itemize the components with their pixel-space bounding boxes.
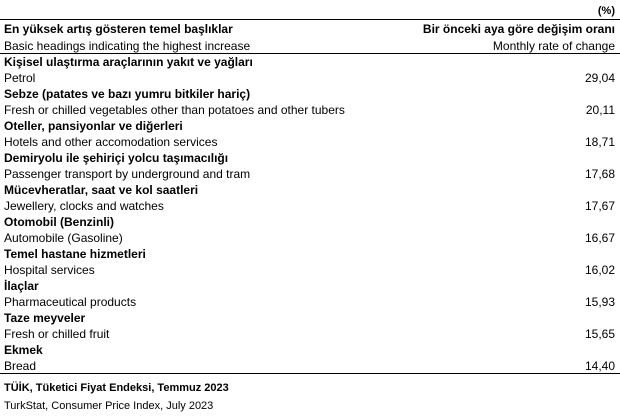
row-heading-en: Hospital services bbox=[4, 263, 95, 277]
row-heading-tr: Oteller, pansiyonlar ve diğerleri bbox=[4, 119, 183, 133]
row-heading-tr: Kişisel ulaştırma araçlarının yakıt ve yağları bbox=[4, 55, 253, 69]
row-heading-en: Bread bbox=[4, 359, 37, 373]
row-value: 20,11 bbox=[585, 103, 615, 117]
row-heading-tr: Mücevheratlar, saat ve kol saatleri bbox=[4, 183, 199, 197]
header-right-en: Monthly rate of change bbox=[492, 39, 615, 53]
table-row bbox=[0, 311, 620, 343]
row-heading-en: Passenger transport by underground and tram bbox=[4, 167, 251, 181]
row-heading-en: Fresh or chilled vegetables other than potatoes and other tubers bbox=[4, 103, 345, 117]
row-value: 15,93 bbox=[584, 295, 615, 309]
top-rule bbox=[0, 19, 620, 20]
unit-label: (%) bbox=[597, 5, 615, 17]
row-value: 16,67 bbox=[584, 231, 615, 245]
row-value: 15,65 bbox=[584, 327, 615, 341]
row-value: 16,02 bbox=[584, 263, 615, 277]
row-heading-tr: Ekmek bbox=[4, 343, 43, 357]
table-row bbox=[0, 55, 620, 87]
row-heading-tr: Demiryolu ile şehiriçi yolcu taşımacılığı bbox=[4, 151, 229, 165]
table-row bbox=[0, 87, 620, 119]
table-row bbox=[0, 151, 620, 183]
header-rule bbox=[0, 53, 620, 54]
header-right-tr: Bir önceki aya göre değişim oranı bbox=[422, 22, 615, 36]
source-turkish: TÜİK, Tüketici Fiyat Endeksi, Temmuz 2023 bbox=[4, 382, 229, 394]
row-value: 18,71 bbox=[584, 135, 615, 149]
row-value: 29,04 bbox=[584, 71, 615, 85]
table-row bbox=[0, 247, 620, 279]
row-heading-en: Petrol bbox=[4, 71, 36, 85]
row-heading-tr: Otomobil (Benzinli) bbox=[4, 215, 114, 229]
row-heading-en: Pharmaceutical products bbox=[4, 295, 137, 309]
table-row bbox=[0, 183, 620, 215]
row-heading-tr: İlaçlar bbox=[4, 279, 39, 293]
table-row bbox=[0, 343, 620, 375]
row-heading-tr: Taze meyveler bbox=[4, 311, 86, 325]
row-heading-en: Hotels and other accomodation services bbox=[4, 135, 218, 149]
table-row bbox=[0, 215, 620, 247]
row-heading-en: Fresh or chilled fruit bbox=[4, 327, 110, 341]
source-english: TurkStat, Consumer Price Index, July 2023 bbox=[4, 400, 214, 412]
row-value: 17,68 bbox=[584, 167, 615, 181]
row-heading-en: Jewellery, clocks and watches bbox=[4, 199, 164, 213]
row-value: 14,40 bbox=[584, 359, 615, 373]
row-value: 17,67 bbox=[584, 199, 615, 213]
table-row bbox=[0, 119, 620, 151]
bottom-rule bbox=[0, 373, 620, 374]
row-heading-tr: Sebze (patates ve bazı yumru bitkiler hariç) bbox=[4, 87, 251, 101]
table-body bbox=[0, 55, 620, 375]
row-heading-tr: Temel hastane hizmetleri bbox=[4, 247, 146, 261]
row-heading-en: Automobile (Gasoline) bbox=[4, 231, 123, 245]
header-left-tr: En yüksek artış gösteren temel başlıklar bbox=[4, 22, 233, 36]
table-row bbox=[0, 279, 620, 311]
header-left-en: Basic headings indicating the highest increase bbox=[4, 39, 251, 53]
